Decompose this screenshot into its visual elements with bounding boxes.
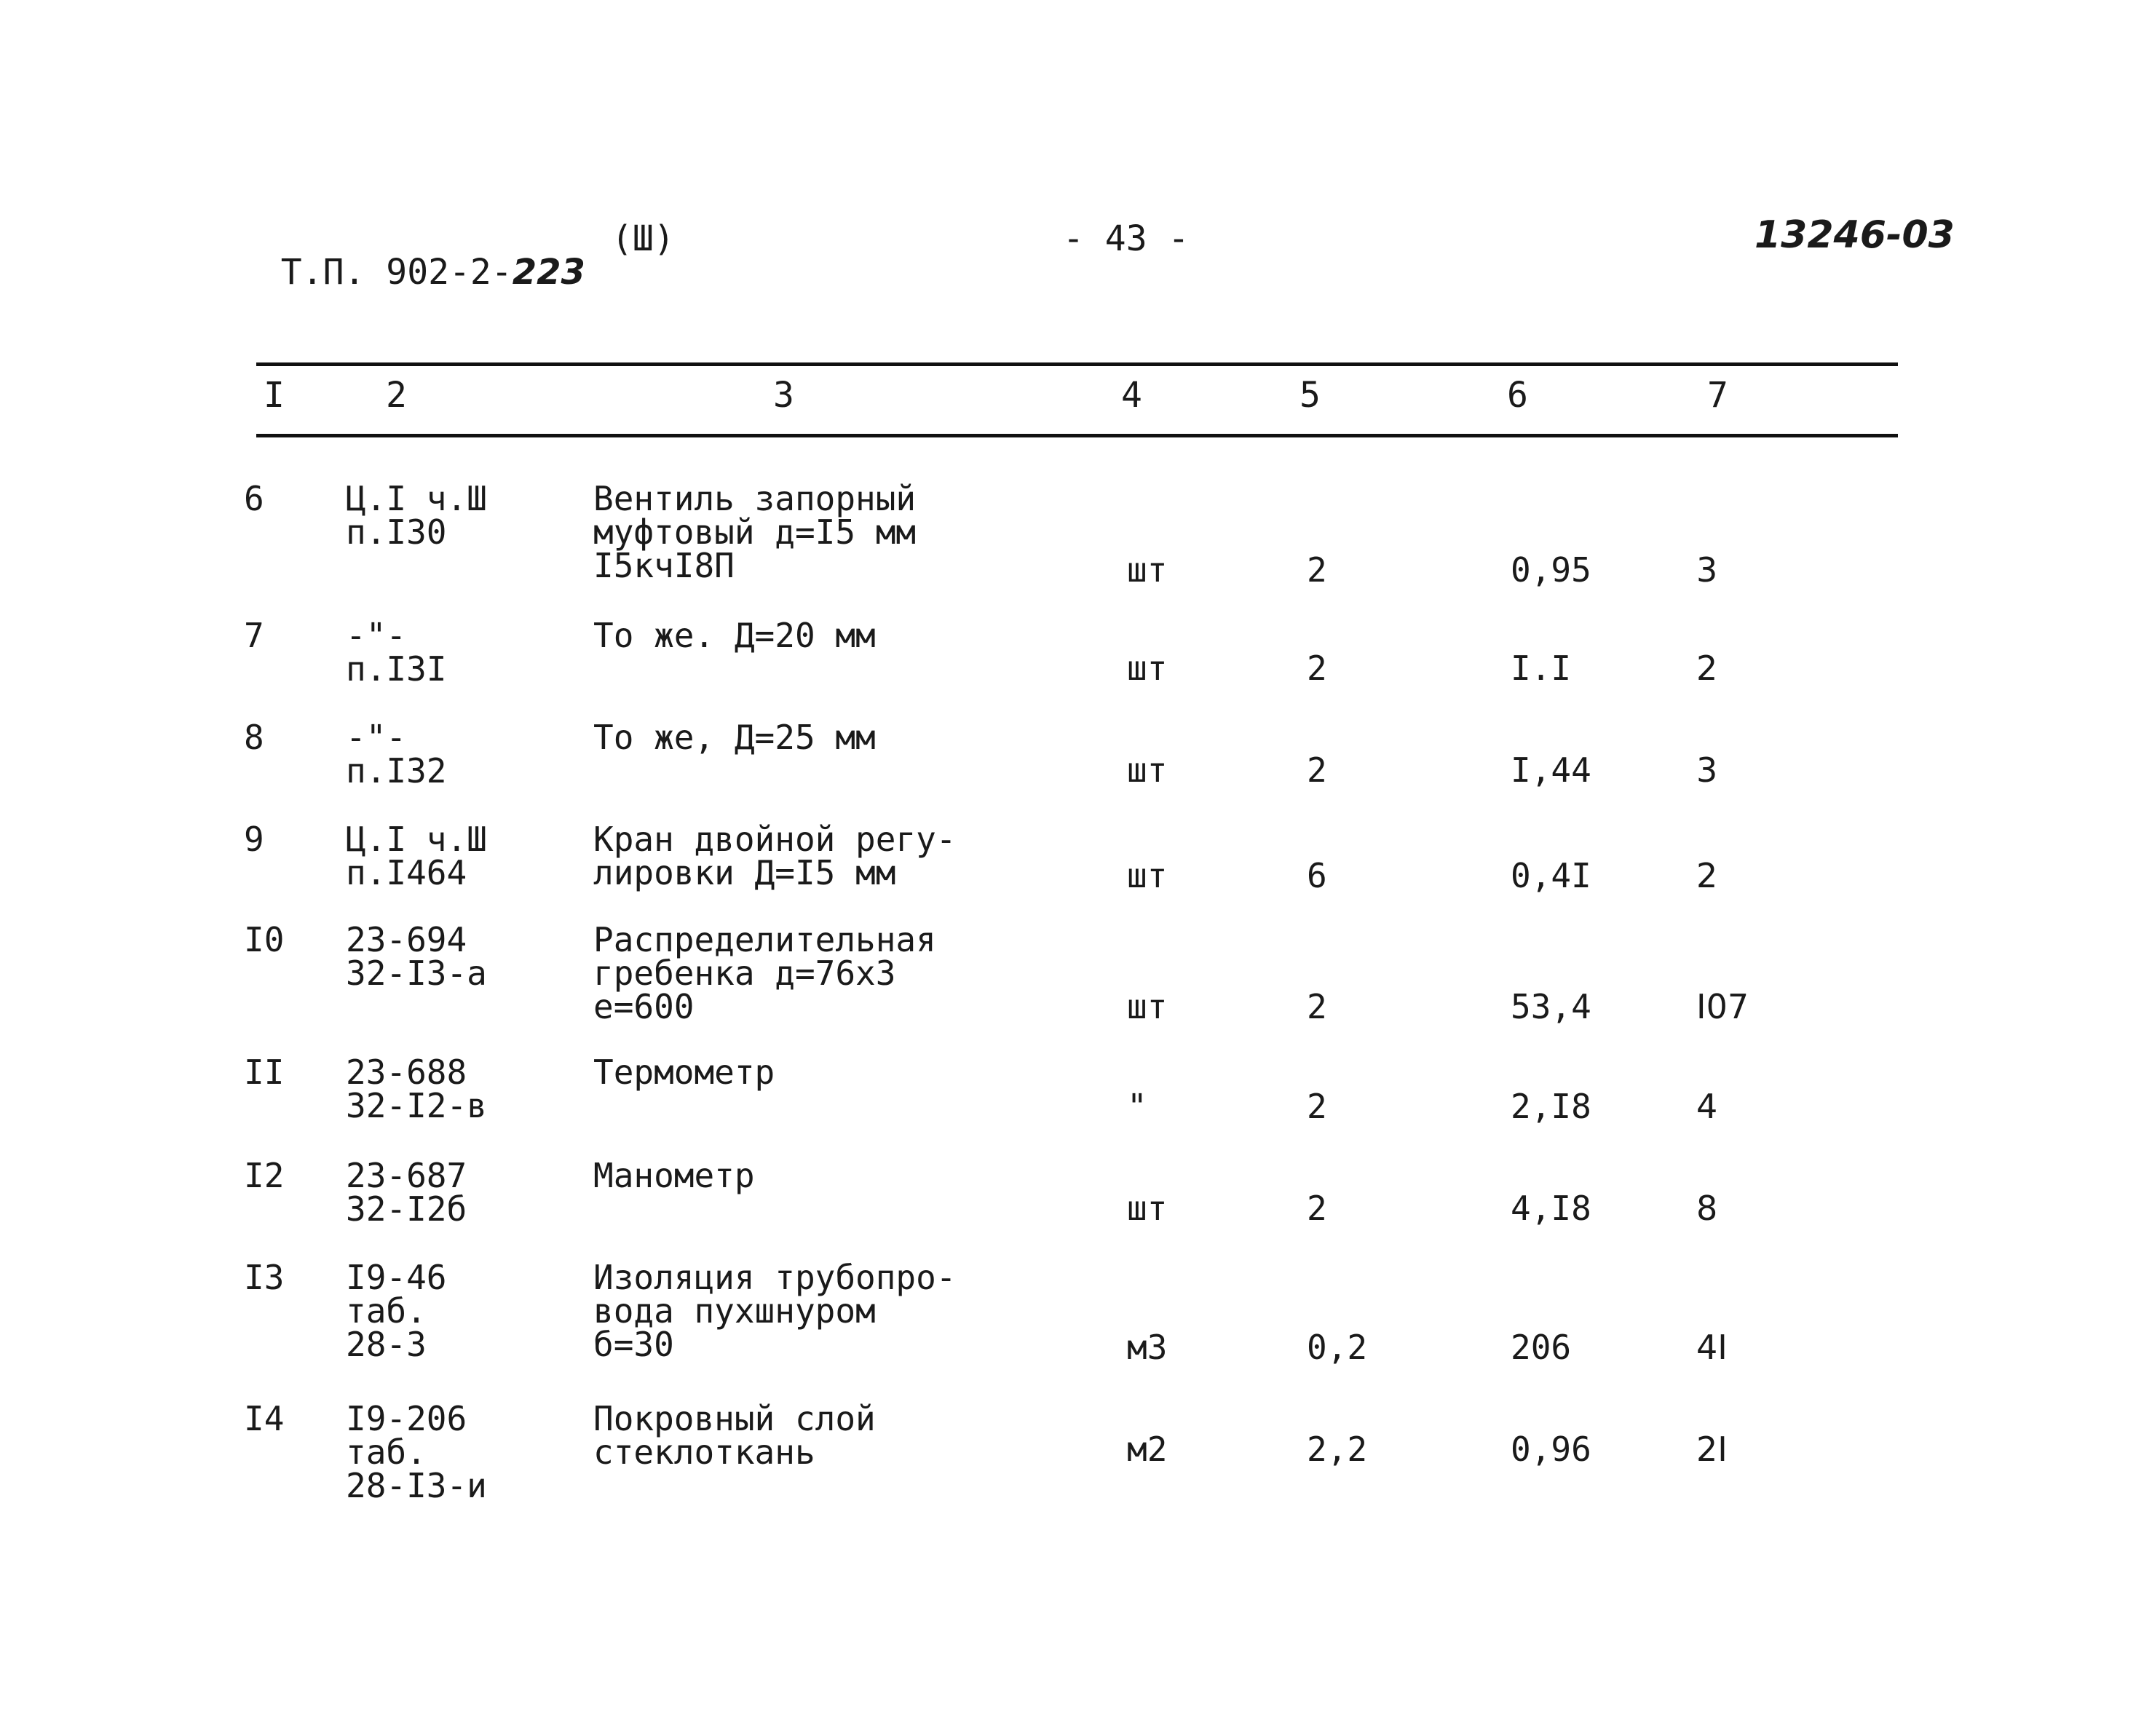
- cell-unit: м3: [1127, 1328, 1168, 1367]
- cell-qty: 2,2: [1307, 1430, 1368, 1469]
- cell-unit: шт: [1127, 750, 1168, 790]
- cell-price: 0,95: [1511, 550, 1591, 590]
- cell-unit: шт: [1127, 1189, 1168, 1228]
- cell-qty: 6: [1307, 856, 1327, 895]
- cell-qty: 2: [1307, 750, 1327, 790]
- cell-n: 7: [244, 616, 264, 655]
- cell-total: I07: [1696, 987, 1749, 1026]
- inventory-number: 13246-03: [1755, 213, 1955, 257]
- cell-total: 2: [1696, 856, 1718, 895]
- cell-n: I2: [244, 1156, 285, 1195]
- cell-total: 3: [1696, 550, 1718, 590]
- cell-price: I.I: [1511, 649, 1572, 688]
- cell-ref: I9-206 таб. 28-I3-и: [346, 1399, 487, 1505]
- cell-price: 206: [1511, 1328, 1572, 1367]
- cell-ref: Ц.I ч.Ш п.I464: [346, 820, 487, 892]
- cell-n: I0: [244, 920, 285, 959]
- cell-qty: 0,2: [1307, 1328, 1368, 1367]
- cell-ref: 23-687 32-I2б: [346, 1156, 467, 1229]
- doc-part: (Ш): [612, 218, 675, 259]
- cell-qty: 2: [1307, 1189, 1327, 1228]
- col-header-4: 4: [1121, 375, 1142, 416]
- cell-unit: ": [1127, 1087, 1147, 1126]
- cell-unit: м2: [1127, 1430, 1168, 1469]
- cell-price: 53,4: [1511, 987, 1591, 1026]
- col-header-6: 6: [1507, 375, 1528, 416]
- cell-n: 9: [244, 820, 264, 859]
- cell-name: Вентиль запорный муфтовый д=I5 мм I5кчI8П: [593, 479, 917, 585]
- cell-ref: -"- п.I32: [346, 718, 447, 790]
- cell-unit: шт: [1127, 550, 1168, 590]
- cell-ref: 23-688 32-I2-в: [346, 1053, 487, 1125]
- cell-total: 3: [1696, 750, 1718, 790]
- cell-price: I,44: [1511, 750, 1591, 790]
- cell-qty: 2: [1307, 1087, 1327, 1126]
- cell-unit: шт: [1127, 649, 1168, 688]
- page-number: - 43 -: [1063, 218, 1190, 259]
- col-header-1: I: [264, 375, 285, 416]
- cell-n: I4: [244, 1399, 285, 1438]
- col-header-2: 2: [386, 375, 407, 416]
- col-header-3: 3: [773, 375, 794, 416]
- doc-code-prefix: Т.П. 902-2-: [280, 252, 513, 293]
- cell-price: 0,4I: [1511, 856, 1591, 895]
- cell-ref: Ц.I ч.Ш п.I30: [346, 479, 487, 552]
- cell-name: Покровный слой стеклоткань: [593, 1399, 876, 1472]
- cell-unit: шт: [1127, 987, 1168, 1026]
- cell-name: Изоляция трубопро- вода пухшнуром б=30: [593, 1258, 957, 1364]
- cell-price: 0,96: [1511, 1430, 1591, 1469]
- cell-name: То же, Д=25 мм: [593, 718, 876, 757]
- cell-name: Распределительная гребенка д=76х3 e=600: [593, 920, 936, 1026]
- cell-total: 2I: [1696, 1430, 1728, 1469]
- cell-ref: 23-694 32-I3-а: [346, 920, 487, 993]
- table-top-rule: [256, 362, 1898, 366]
- cell-name: То же. Д=20 мм: [593, 616, 876, 655]
- cell-n: 8: [244, 718, 264, 757]
- cell-price: 2,I8: [1511, 1087, 1591, 1126]
- col-header-5: 5: [1299, 375, 1321, 416]
- cell-ref: -"- п.I3I: [346, 616, 447, 689]
- cell-n: 6: [244, 479, 264, 518]
- cell-name: Манометр: [593, 1156, 755, 1195]
- cell-qty: 2: [1307, 987, 1327, 1026]
- cell-name: Кран двойной регу- лировки Д=I5 мм: [593, 820, 957, 892]
- cell-ref: I9-46 таб. 28-3: [346, 1258, 447, 1364]
- cell-price: 4,I8: [1511, 1189, 1591, 1228]
- doc-code-number: 223: [512, 252, 585, 293]
- table-header-rule: [256, 434, 1898, 437]
- cell-qty: 2: [1307, 550, 1327, 590]
- doc-code: [239, 222, 585, 293]
- cell-qty: 2: [1307, 649, 1327, 688]
- cell-total: 2: [1696, 649, 1718, 688]
- cell-n: I3: [244, 1258, 285, 1297]
- cell-total: 4: [1696, 1087, 1718, 1126]
- cell-total: 4I: [1696, 1328, 1728, 1367]
- cell-unit: шт: [1127, 856, 1168, 895]
- col-header-7: 7: [1707, 375, 1728, 416]
- cell-name: Термометр: [593, 1053, 775, 1092]
- cell-total: 8: [1696, 1189, 1718, 1228]
- cell-n: II: [244, 1053, 285, 1092]
